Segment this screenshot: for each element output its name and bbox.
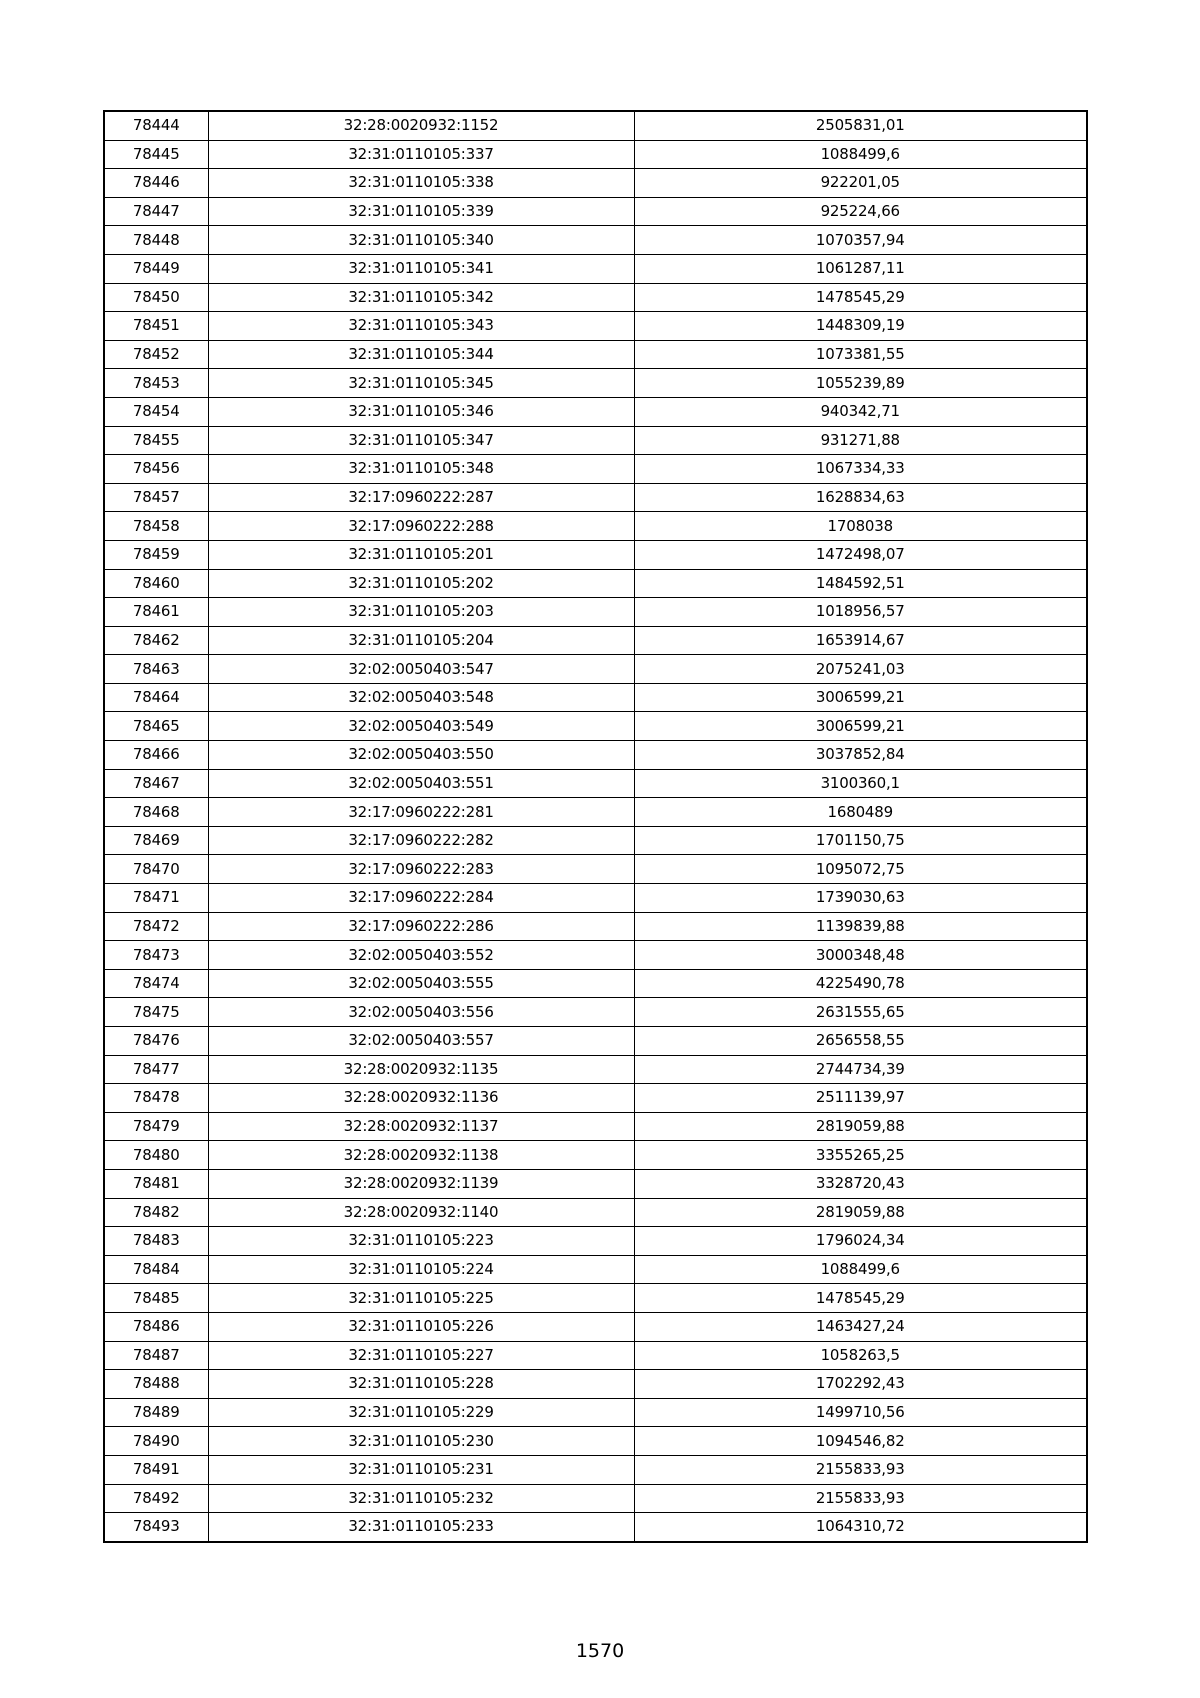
row-number-cell: 78485: [104, 1284, 208, 1313]
cadastral-value-cell: 1653914,67: [634, 626, 1087, 655]
cadastral-value-table: [103, 110, 1088, 1543]
cadastral-number-cell: 32:28:0020932:1137: [208, 1112, 634, 1141]
cadastral-value-cell: 1018956,57: [634, 598, 1087, 627]
cadastral-value-cell: 1055239,89: [634, 369, 1087, 398]
table-row: [104, 884, 1087, 913]
cadastral-value-cell: 931271,88: [634, 426, 1087, 455]
cadastral-value-cell: 1088499,6: [634, 1255, 1087, 1284]
cadastral-value-cell: 1064310,72: [634, 1513, 1087, 1542]
row-number-cell: 78490: [104, 1427, 208, 1456]
cadastral-number-cell: 32:31:0110105:228: [208, 1370, 634, 1399]
table-row: [104, 455, 1087, 484]
row-number-cell: 78459: [104, 540, 208, 569]
cadastral-value-cell: 3006599,21: [634, 683, 1087, 712]
cadastral-value-cell: 1070357,94: [634, 226, 1087, 255]
row-number-cell: 78452: [104, 340, 208, 369]
cadastral-number-cell: 32:31:0110105:339: [208, 197, 634, 226]
row-number-cell: 78475: [104, 998, 208, 1027]
cadastral-value-cell: 2819059,88: [634, 1198, 1087, 1227]
cadastral-number-cell: 32:02:0050403:555: [208, 969, 634, 998]
cadastral-number-cell: 32:17:0960222:284: [208, 884, 634, 913]
table-row: [104, 1341, 1087, 1370]
table-row: [104, 969, 1087, 998]
table-row: [104, 1027, 1087, 1056]
cadastral-value-cell: 1708038: [634, 512, 1087, 541]
cadastral-number-cell: 32:31:0110105:347: [208, 426, 634, 455]
cadastral-number-cell: 32:02:0050403:550: [208, 741, 634, 770]
cadastral-value-cell: 2656558,55: [634, 1027, 1087, 1056]
row-number-cell: 78482: [104, 1198, 208, 1227]
row-number-cell: 78453: [104, 369, 208, 398]
cadastral-value-cell: 2155833,93: [634, 1484, 1087, 1513]
cadastral-value-cell: 2505831,01: [634, 111, 1087, 140]
table-row: [104, 1169, 1087, 1198]
row-number-cell: 78489: [104, 1398, 208, 1427]
table-row: [104, 1484, 1087, 1513]
row-number-cell: 78480: [104, 1141, 208, 1170]
table-row: [104, 826, 1087, 855]
cadastral-number-cell: 32:31:0110105:348: [208, 455, 634, 484]
cadastral-number-cell: 32:31:0110105:343: [208, 312, 634, 341]
row-number-cell: 78455: [104, 426, 208, 455]
table-row: [104, 512, 1087, 541]
cadastral-number-cell: 32:31:0110105:225: [208, 1284, 634, 1313]
table-row: [104, 197, 1087, 226]
row-number-cell: 78466: [104, 741, 208, 770]
row-number-cell: 78468: [104, 798, 208, 827]
row-number-cell: 78474: [104, 969, 208, 998]
table-row: [104, 426, 1087, 455]
cadastral-value-cell: 3037852,84: [634, 741, 1087, 770]
row-number-cell: 78448: [104, 226, 208, 255]
table-row: [104, 397, 1087, 426]
cadastral-number-cell: 32:02:0050403:557: [208, 1027, 634, 1056]
cadastral-number-cell: 32:17:0960222:283: [208, 855, 634, 884]
cadastral-number-cell: 32:17:0960222:286: [208, 912, 634, 941]
cadastral-number-cell: 32:02:0050403:552: [208, 941, 634, 970]
cadastral-value-cell: 940342,71: [634, 397, 1087, 426]
row-number-cell: 78456: [104, 455, 208, 484]
cadastral-number-cell: 32:31:0110105:203: [208, 598, 634, 627]
cadastral-number-cell: 32:31:0110105:229: [208, 1398, 634, 1427]
cadastral-number-cell: 32:31:0110105:231: [208, 1455, 634, 1484]
table-row: [104, 683, 1087, 712]
table-row: [104, 1427, 1087, 1456]
row-number-cell: 78469: [104, 826, 208, 855]
cadastral-value-cell: 1701150,75: [634, 826, 1087, 855]
row-number-cell: 78477: [104, 1055, 208, 1084]
table-row: [104, 226, 1087, 255]
table-row: [104, 1141, 1087, 1170]
cadastral-value-cell: 3328720,43: [634, 1169, 1087, 1198]
table-row: [104, 1398, 1087, 1427]
table-row: [104, 283, 1087, 312]
cadastral-number-cell: 32:31:0110105:202: [208, 569, 634, 598]
table-body: [104, 111, 1087, 1542]
row-number-cell: 78460: [104, 569, 208, 598]
table-row: [104, 1312, 1087, 1341]
cadastral-value-cell: 1472498,07: [634, 540, 1087, 569]
table-row: [104, 169, 1087, 198]
cadastral-number-cell: 32:28:0020932:1152: [208, 111, 634, 140]
row-number-cell: 78491: [104, 1455, 208, 1484]
cadastral-number-cell: 32:31:0110105:227: [208, 1341, 634, 1370]
table-row: [104, 1513, 1087, 1542]
cadastral-value-cell: 1088499,6: [634, 140, 1087, 169]
row-number-cell: 78473: [104, 941, 208, 970]
cadastral-value-cell: 2744734,39: [634, 1055, 1087, 1084]
cadastral-value-cell: 2075241,03: [634, 655, 1087, 684]
row-number-cell: 78467: [104, 769, 208, 798]
cadastral-value-cell: 1094546,82: [634, 1427, 1087, 1456]
row-number-cell: 78447: [104, 197, 208, 226]
cadastral-number-cell: 32:28:0020932:1136: [208, 1084, 634, 1113]
row-number-cell: 78492: [104, 1484, 208, 1513]
cadastral-number-cell: 32:17:0960222:288: [208, 512, 634, 541]
row-number-cell: 78493: [104, 1513, 208, 1542]
row-number-cell: 78462: [104, 626, 208, 655]
cadastral-value-cell: 1499710,56: [634, 1398, 1087, 1427]
row-number-cell: 78487: [104, 1341, 208, 1370]
cadastral-number-cell: 32:31:0110105:204: [208, 626, 634, 655]
table-row: [104, 569, 1087, 598]
cadastral-value-cell: 1739030,63: [634, 884, 1087, 913]
cadastral-value-cell: 1463427,24: [634, 1312, 1087, 1341]
row-number-cell: 78488: [104, 1370, 208, 1399]
table-row: [104, 312, 1087, 341]
cadastral-value-cell: 3006599,21: [634, 712, 1087, 741]
cadastral-number-cell: 32:31:0110105:223: [208, 1227, 634, 1256]
row-number-cell: 78481: [104, 1169, 208, 1198]
cadastral-value-cell: 1073381,55: [634, 340, 1087, 369]
cadastral-value-cell: 2819059,88: [634, 1112, 1087, 1141]
cadastral-number-cell: 32:28:0020932:1139: [208, 1169, 634, 1198]
table-row: [104, 626, 1087, 655]
table-row: [104, 1255, 1087, 1284]
cadastral-value-cell: 1680489: [634, 798, 1087, 827]
cadastral-value-cell: 1067334,33: [634, 455, 1087, 484]
cadastral-value-cell: 922201,05: [634, 169, 1087, 198]
cadastral-number-cell: 32:28:0020932:1140: [208, 1198, 634, 1227]
table-row: [104, 912, 1087, 941]
table-row: [104, 1370, 1087, 1399]
cadastral-value-cell: 1058263,5: [634, 1341, 1087, 1370]
cadastral-value-cell: 3355265,25: [634, 1141, 1087, 1170]
table-row: [104, 140, 1087, 169]
row-number-cell: 78458: [104, 512, 208, 541]
cadastral-number-cell: 32:31:0110105:201: [208, 540, 634, 569]
row-number-cell: 78483: [104, 1227, 208, 1256]
table-row: [104, 1084, 1087, 1113]
row-number-cell: 78486: [104, 1312, 208, 1341]
cadastral-number-cell: 32:31:0110105:338: [208, 169, 634, 198]
cadastral-number-cell: 32:31:0110105:344: [208, 340, 634, 369]
cadastral-number-cell: 32:31:0110105:345: [208, 369, 634, 398]
table-row: [104, 712, 1087, 741]
table-row: [104, 1227, 1087, 1256]
row-number-cell: 78472: [104, 912, 208, 941]
table-row: [104, 369, 1087, 398]
row-number-cell: 78470: [104, 855, 208, 884]
cadastral-value-cell: 1628834,63: [634, 483, 1087, 512]
row-number-cell: 78464: [104, 683, 208, 712]
cadastral-value-cell: 1095072,75: [634, 855, 1087, 884]
table-row: [104, 855, 1087, 884]
table-row: [104, 483, 1087, 512]
row-number-cell: 78476: [104, 1027, 208, 1056]
table-row: [104, 769, 1087, 798]
cadastral-value-cell: 1478545,29: [634, 1284, 1087, 1313]
row-number-cell: 78451: [104, 312, 208, 341]
cadastral-number-cell: 32:17:0960222:282: [208, 826, 634, 855]
cadastral-value-cell: 3100360,1: [634, 769, 1087, 798]
cadastral-number-cell: 32:31:0110105:233: [208, 1513, 634, 1542]
row-number-cell: 78445: [104, 140, 208, 169]
row-number-cell: 78465: [104, 712, 208, 741]
cadastral-number-cell: 32:02:0050403:551: [208, 769, 634, 798]
row-number-cell: 78479: [104, 1112, 208, 1141]
cadastral-number-cell: 32:17:0960222:287: [208, 483, 634, 512]
cadastral-value-cell: 1061287,11: [634, 254, 1087, 283]
row-number-cell: 78450: [104, 283, 208, 312]
cadastral-number-cell: 32:02:0050403:547: [208, 655, 634, 684]
table-row: [104, 1455, 1087, 1484]
cadastral-value-cell: 1478545,29: [634, 283, 1087, 312]
row-number-cell: 78446: [104, 169, 208, 198]
row-number-cell: 78463: [104, 655, 208, 684]
cadastral-value-cell: 2155833,93: [634, 1455, 1087, 1484]
cadastral-number-cell: 32:31:0110105:224: [208, 1255, 634, 1284]
row-number-cell: 78471: [104, 884, 208, 913]
cadastral-number-cell: 32:31:0110105:232: [208, 1484, 634, 1513]
cadastral-value-cell: 1484592,51: [634, 569, 1087, 598]
cadastral-number-cell: 32:28:0020932:1135: [208, 1055, 634, 1084]
cadastral-value-cell: 3000348,48: [634, 941, 1087, 970]
page-number: 1570: [575, 1640, 625, 1662]
cadastral-value-cell: 1448309,19: [634, 312, 1087, 341]
table-row: [104, 741, 1087, 770]
cadastral-number-cell: 32:31:0110105:230: [208, 1427, 634, 1456]
cadastral-number-cell: 32:02:0050403:548: [208, 683, 634, 712]
table-row: [104, 941, 1087, 970]
cadastral-number-cell: 32:31:0110105:346: [208, 397, 634, 426]
row-number-cell: 78454: [104, 397, 208, 426]
table-row: [104, 655, 1087, 684]
row-number-cell: 78478: [104, 1084, 208, 1113]
row-number-cell: 78449: [104, 254, 208, 283]
table-row: [104, 598, 1087, 627]
table-row: [104, 1112, 1087, 1141]
table-row: [104, 340, 1087, 369]
row-number-cell: 78457: [104, 483, 208, 512]
cadastral-number-cell: 32:17:0960222:281: [208, 798, 634, 827]
table-row: [104, 1055, 1087, 1084]
cadastral-value-cell: 1702292,43: [634, 1370, 1087, 1399]
row-number-cell: 78444: [104, 111, 208, 140]
cadastral-value-cell: 925224,66: [634, 197, 1087, 226]
table-row: [104, 254, 1087, 283]
table-row: [104, 1198, 1087, 1227]
cadastral-number-cell: 32:31:0110105:226: [208, 1312, 634, 1341]
table-row: [104, 798, 1087, 827]
cadastral-value-cell: 1796024,34: [634, 1227, 1087, 1256]
table-row: [104, 540, 1087, 569]
cadastral-value-cell: 1139839,88: [634, 912, 1087, 941]
cadastral-number-cell: 32:31:0110105:340: [208, 226, 634, 255]
row-number-cell: 78461: [104, 598, 208, 627]
cadastral-number-cell: 32:31:0110105:342: [208, 283, 634, 312]
cadastral-number-cell: 32:31:0110105:341: [208, 254, 634, 283]
table-row: [104, 998, 1087, 1027]
cadastral-number-cell: 32:28:0020932:1138: [208, 1141, 634, 1170]
table-row: [104, 111, 1087, 140]
table-row: [104, 1284, 1087, 1313]
cadastral-number-cell: 32:31:0110105:337: [208, 140, 634, 169]
cadastral-value-cell: 2631555,65: [634, 998, 1087, 1027]
cadastral-value-cell: 4225490,78: [634, 969, 1087, 998]
cadastral-value-cell: 2511139,97: [634, 1084, 1087, 1113]
cadastral-number-cell: 32:02:0050403:556: [208, 998, 634, 1027]
cadastral-number-cell: 32:02:0050403:549: [208, 712, 634, 741]
row-number-cell: 78484: [104, 1255, 208, 1284]
